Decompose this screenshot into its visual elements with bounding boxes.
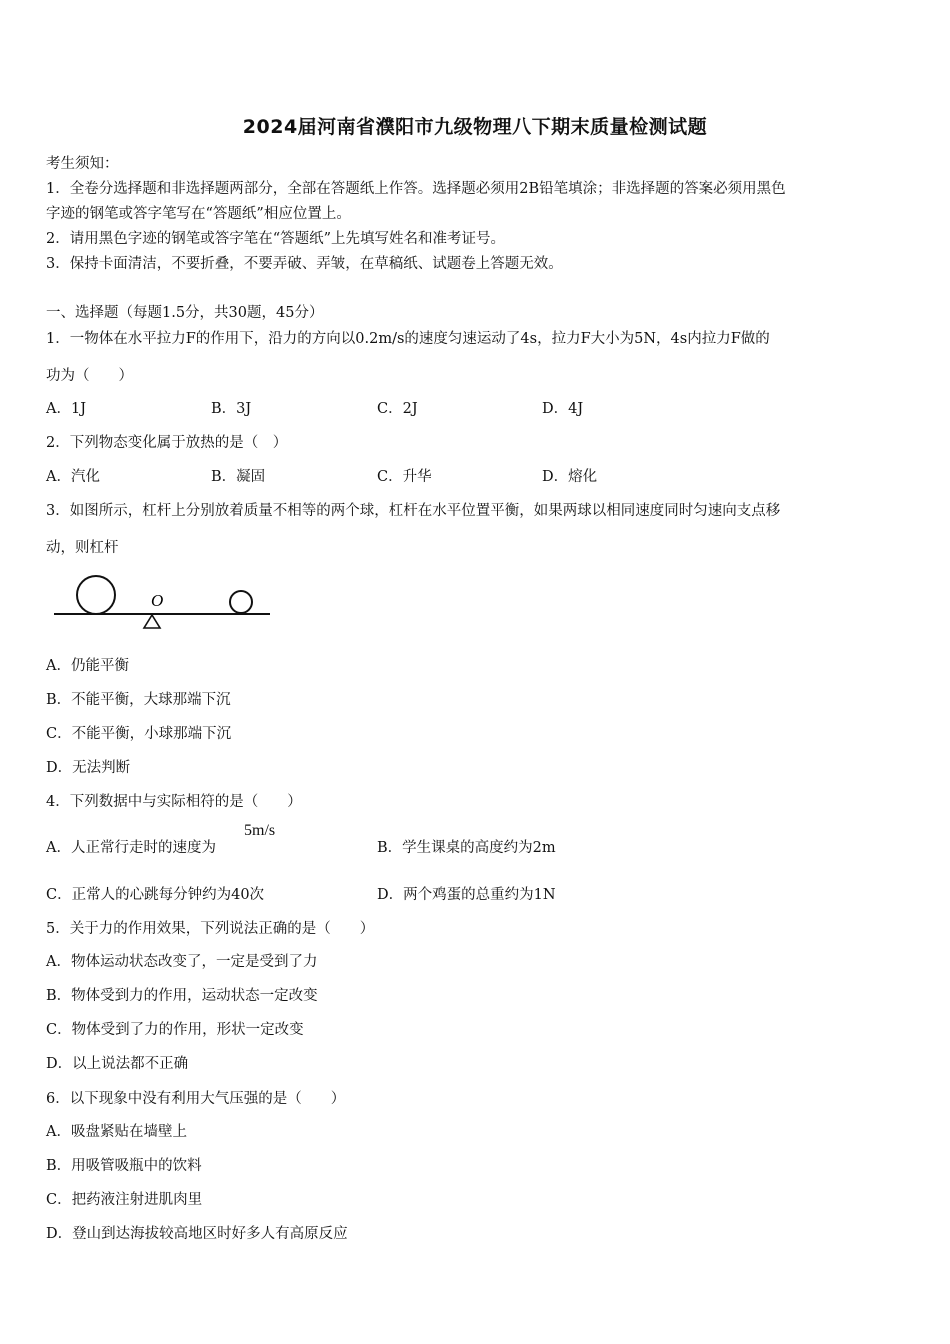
q3-option-a: A．仍能平衡: [46, 658, 129, 674]
q3-stem-b: 动，则杠杆: [46, 540, 119, 556]
q5-stem: 5．关于力的作用效果，下列说法正确的是（ ）: [46, 921, 375, 937]
q4-option-b: B．学生课桌的高度约为2m: [377, 840, 556, 856]
q1-option-c: C．2J: [377, 401, 418, 417]
q1-option-d: D．4J: [542, 401, 584, 417]
q2-option-d: D．熔化: [542, 469, 598, 485]
q5-option-b: B．物体受到力的作用，运动状态一定改变: [46, 988, 318, 1004]
q1-stem-a: 1．一物体在水平拉力F的作用下，沿力的方向以0.2m/s的速度匀速运动了4s，拉力F大小为5N，4s内拉力F做的: [46, 331, 770, 347]
notice-item-1b: 字迹的钢笔或答字笔写在“答题纸”相应位置上。: [46, 206, 351, 222]
notice-item-1a: 1．全卷分选择题和非选择题两部分，全部在答题纸上作答。选择题必须用2B铅笔填涂；非选择题的答案必须用黑色: [46, 181, 786, 197]
lever-figure: [46, 568, 276, 634]
q4-option-a: A．人正常行走时的速度为: [46, 840, 216, 856]
q2-option-c: C．升华: [377, 469, 432, 485]
q6-stem: 6．以下现象中没有利用大气压强的是（ ）: [46, 1091, 346, 1107]
q6-option-a: A．吸盘紧贴在墙壁上: [46, 1124, 187, 1140]
q2-option-b: B．凝固: [211, 469, 266, 485]
fulcrum-label: O: [151, 591, 164, 610]
q2-option-a: A．汽化: [46, 469, 100, 485]
q3-option-b: B．不能平衡，大球那端下沉: [46, 692, 231, 708]
notice-item-3: 3．保持卡面清洁，不要折叠，不要弄破、弄皱，在草稿纸、试题卷上答题无效。: [46, 256, 563, 272]
q1-stem-b: 功为（ ）: [46, 368, 133, 384]
q6-option-c: C．把药液注射进肌肉里: [46, 1192, 203, 1208]
q3-stem-a: 3．如图所示，杠杆上分别放着质量不相等的两个球，杠杆在水平位置平衡，如果两球以相同速度同时匀速向支点移: [46, 503, 781, 519]
section-heading: 一、选择题（每题1.5分，共30题，45分）: [46, 305, 324, 321]
q4-option-d: D．两个鸡蛋的总重约为1N: [377, 887, 556, 903]
notice-item-2: 2．请用黑色字迹的钢笔或答字笔在“答题纸”上先填写姓名和准考证号。: [46, 231, 506, 247]
fulcrum-triangle: [144, 615, 160, 628]
q4-option-a-value: 5m/s: [244, 822, 276, 839]
q3-option-c: C．不能平衡，小球那端下沉: [46, 726, 232, 742]
q5-option-a: A．物体运动状态改变了，一定是受到了力: [46, 954, 318, 970]
small-ball: [230, 591, 252, 613]
q5-option-d: D．以上说法都不正确: [46, 1056, 189, 1072]
large-ball: [77, 576, 115, 614]
q4-option-c: C．正常人的心跳每分钟约为40次: [46, 887, 265, 903]
q3-option-d: D．无法判断: [46, 760, 131, 776]
q2-stem: 2．下列物态变化属于放热的是（ ）: [46, 435, 288, 451]
page-title: 2024届河南省濮阳市九级物理八下期末质量检测试题: [242, 116, 708, 138]
q1-option-a: A．1J: [46, 401, 87, 417]
notice-heading: 考生须知：: [46, 156, 119, 172]
q5-option-c: C．物体受到了力的作用，形状一定改变: [46, 1022, 304, 1038]
q1-option-b: B．3J: [211, 401, 252, 417]
q6-option-b: B．用吸管吸瓶中的饮料: [46, 1158, 202, 1174]
q6-option-d: D．登山到达海拔较高地区时好多人有高原反应: [46, 1226, 348, 1242]
q4-stem: 4．下列数据中与实际相符的是（ ）: [46, 794, 302, 810]
